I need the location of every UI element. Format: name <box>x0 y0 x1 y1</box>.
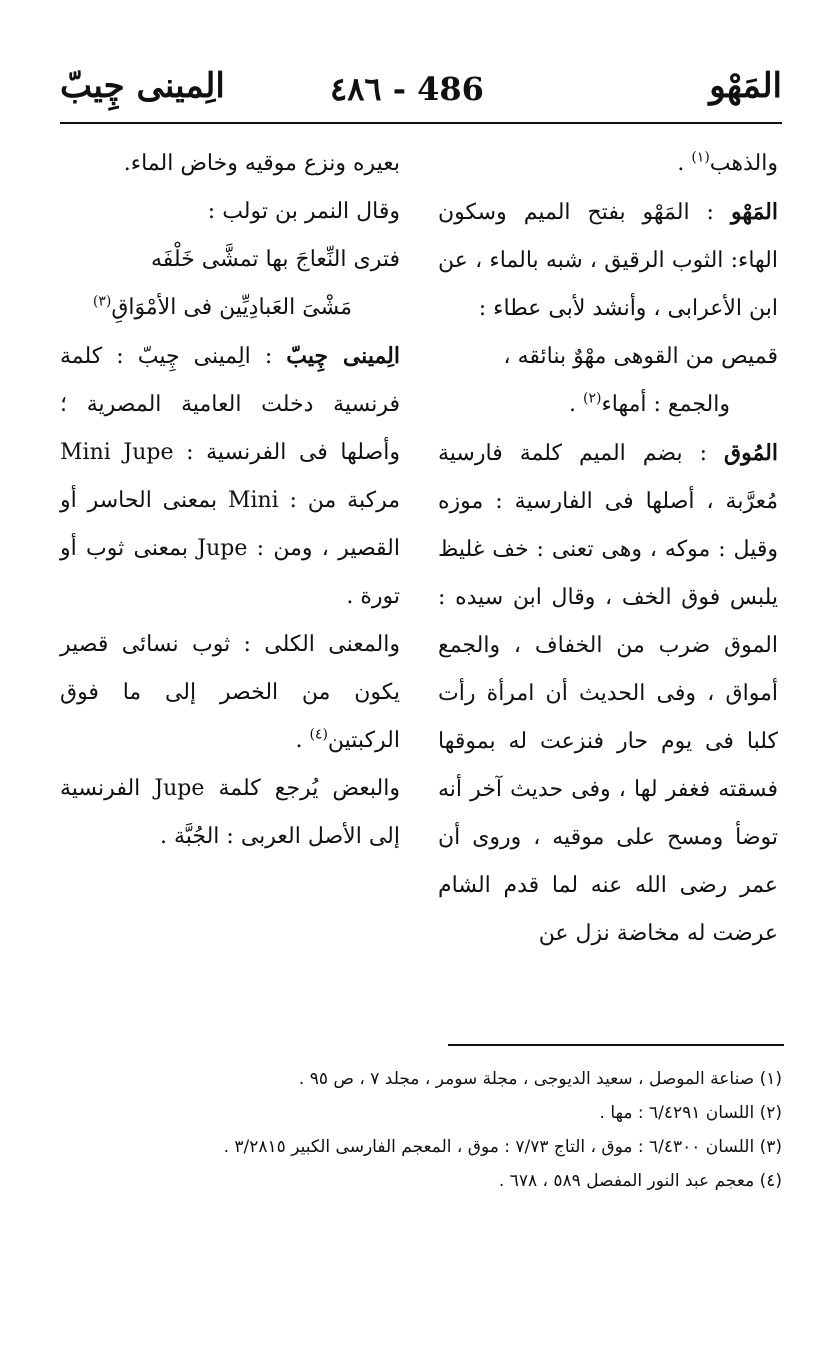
footnotes <box>60 1062 782 1198</box>
footnote: (٣) اللسان ٦/٤٣٠٠ : موق ، التاج ٧/٧٣ : موق ، المعجم الفارسى الكبير ٣/٢٨١٥ . <box>223 1137 782 1157</box>
entry-paragraph: الِمينى چِيبّ : الِمينى چِيبّ : كلمة فرنسية دخلت العامية المصرية ؛ وأصلها فى الفرنسية : Mini Jupe مركبة من : Mini بمعنى الحاسر أو القصير ، ومن : Jupe بمعنى ثوب أو تورة . <box>60 343 400 609</box>
right-column <box>438 140 778 958</box>
entry-term: الِمينى چِيبّ <box>286 343 400 369</box>
verse-line: فترى النِّعاجَ بها تمشَّى خَلْفَه <box>150 247 400 272</box>
right-headword: المَهْو <box>709 66 782 106</box>
entry-paragraph: المُوق : بضم الميم كلمة فارسية مُعرَّبة ، أصلها فى الفارسية : موزه وقيل : موكه ، وهى تعنى : خف غليظ يلبس فوق الخف ، وقال ابن سيده : الموق ضرب من الخفاف ، والجمع أمواق ، وفى الحديث أن امرأة رأت كلبا فى يوم حار فنزعت له بموقها فسقته فغفر لها ، وفى حديث آخر أنه توضأ ومسح على موقيه ، وروى أن عمر رضى الله عنه لما قدم الشام عرضت له مخاضة نزل عن <box>438 440 778 946</box>
entry-paragraph: المَهْو : المَهْو بفتح الميم وسكون الهاء: الثوب الرقيق ، شبه بالماء ، عن ابن الأعرابى ، وأنشد لأبى عطاء : <box>438 199 778 321</box>
paragraph: بعيره ونزع موقيه وخاض الماء. <box>123 151 400 176</box>
footnote: (٢) اللسان ٦/٤٢٩١ : مها . <box>599 1103 782 1123</box>
footnote: (٤) معجم عبد النور المفصل ٥٨٩ ، ٦٧٨ . <box>498 1171 782 1191</box>
paragraph: والذهب$^{(١)}$ . <box>677 149 778 176</box>
left-headword: الِمينى چِيبّ <box>60 66 225 106</box>
footnote: (١) صناعة الموصل ، سعيد الديوجى ، مجلة سومر ، مجلد ٧ ، ص ٩٥ . <box>298 1069 782 1089</box>
header-rule <box>60 122 782 124</box>
entry-term: المَهْو <box>730 199 778 225</box>
paragraph: والجمع : أمهاء$^{(٢)}$ . <box>568 390 730 417</box>
page-header <box>60 62 782 122</box>
footnote-rule <box>448 1044 784 1046</box>
verse-line: مَشْىَ العَبادِيِّين فى الأمْوَاقِ$^{(٣)}$ <box>92 293 352 320</box>
verse-line: قميص من القوهى مهْوٌ بنائقه ، <box>503 344 778 369</box>
paragraph: والبعض يُرجع كلمة Jupe الفرنسية إلى الأصل العربى : الجُبَّة . <box>60 776 400 849</box>
paragraph: والمعنى الكلى : ثوب نسائى قصير يكون من الخصر إلى ما فوق الركبتين$^{(٤)}$ . <box>60 632 400 753</box>
paragraph: وقال النمر بن تولب : <box>207 199 400 224</box>
entry-term: المُوق <box>724 440 778 466</box>
page-number: ٤٨٦ - 486 <box>330 70 484 108</box>
left-column <box>60 140 400 861</box>
